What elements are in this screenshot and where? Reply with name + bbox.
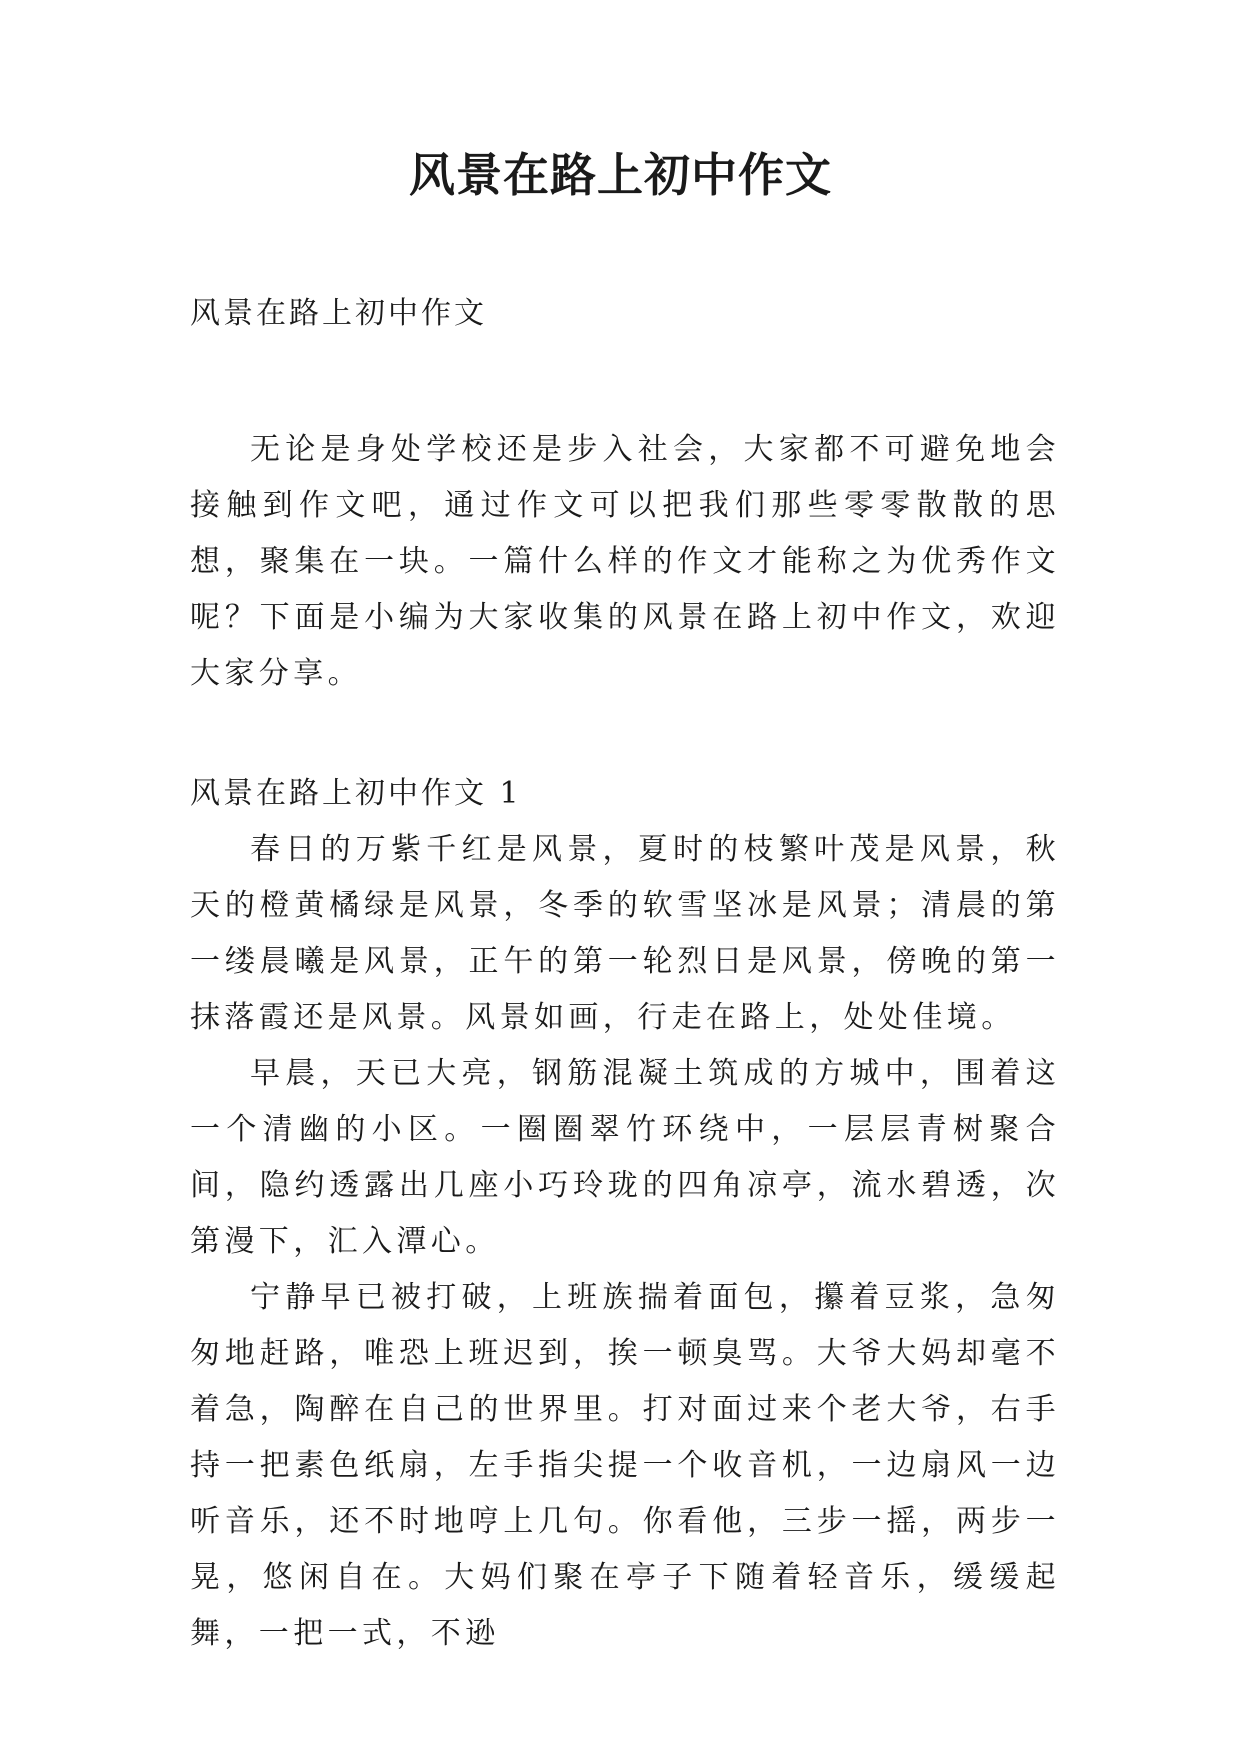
document-body [190,286,1060,1662]
body-paragraph: 早晨，天已大亮，钢筋混凝土筑成的方城中，围着这一个清幽的小区。一圈圈翠竹环绕中，一层层青树聚合间，隐约透露出几座小巧玲珑的四角凉亭，流水碧透，次第漫下，汇入潭心。 [190,1056,1060,1259]
document-title: 风景在路上初中作文 [409,148,832,202]
document-subtitle: 风景在路上初中作文 [190,296,487,331]
body-paragraph: 宁静早已被打破，上班族揣着面包，攥着豆浆，急匆匆地赶路，唯恐上班迟到，挨一顿臭骂。大爷大妈却毫不着急，陶醉在自己的世界里。打对面过来个老大爷，右手持一把素色纸扇，左手指尖提一个收音机，一边扇风一边听音乐，还不时地哼上几句。你看他，三步一摇，两步一晃，悠闲自在。大妈们聚在亭子下随着轻音乐，缓缓起舞，一把一式，不逊 [190,1280,1060,1651]
section-heading: 风景在路上初中作文 1 [190,776,522,811]
spacer [190,342,1060,422]
body-paragraph: 春日的万紫千红是风景，夏时的枝繁叶茂是风景，秋天的橙黄橘绿是风景，冬季的软雪坚冰是风景；清晨的第一缕晨曦是风景，正午的第一轮烈日是风景，傍晚的第一抹落霞还是风景。风景如画，行走在路上，处处佳境。 [190,832,1060,1035]
spacer [190,702,1060,766]
intro-paragraph: 无论是身处学校还是步入社会，大家都不可避免地会接触到作文吧，通过作文可以把我们那些零零散散的思想，聚集在一块。一篇什么样的作文才能称之为优秀作文呢？下面是小编为大家收集的风景在路上初中作文，欢迎大家分享。 [190,432,1060,691]
